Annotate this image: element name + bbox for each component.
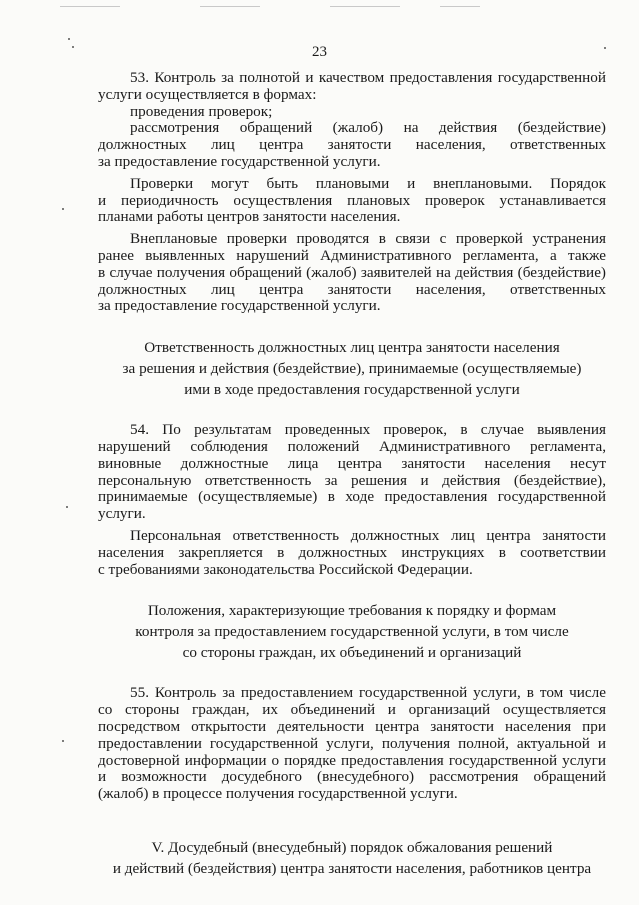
text-line: 53. Контроль за полнотой и качеством предоставления государственной	[130, 70, 606, 86]
text-line: Внеплановые проверки проводятся в связи с проверкой устранения	[130, 231, 606, 248]
heading-provisions	[98, 600, 606, 663]
text-line: должностных лиц центра занятости населения, ответственных	[98, 137, 606, 154]
scan-artifact	[200, 6, 260, 7]
scan-speck	[66, 506, 68, 508]
paragraph-54	[98, 422, 606, 523]
text-line: персональную ответственность за решения и действия (бездействие),	[98, 472, 606, 489]
text-line: Персональная ответственность должностных лиц центра занятости	[130, 527, 606, 544]
text-line: и периодичность осуществления плановых проверок устанавливается	[98, 192, 606, 209]
text-line: ранее выявленных нарушений Административного регламента, а также	[98, 247, 606, 264]
paragraph-53	[98, 70, 606, 171]
text-line: и возможности досудебного (внесудебного) рассмотрения обращений	[98, 769, 606, 786]
heading-line: ими в ходе предоставления государственной услуги	[184, 381, 520, 399]
text-line: виновные должностные лица центра занятости населения несут	[98, 455, 606, 472]
paragraph-personal-responsibility	[98, 528, 606, 578]
heading-line: V. Досудебный (внесудебный) порядок обжалования решений	[151, 838, 553, 856]
text-line: Проверки могут быть плановыми и внеплановыми. Порядок	[130, 175, 606, 192]
text-line: нарушений соблюдения положений Административного регламента,	[98, 438, 606, 455]
text-line: услуги.	[98, 505, 146, 523]
scan-speck	[68, 38, 70, 40]
text-line: за предоставление государственной услуги.	[98, 152, 381, 170]
heading-line: Ответственность должностных лиц центра занятости населения	[144, 339, 560, 357]
scan-speck	[62, 208, 64, 210]
text-line: рассмотрения обращений (жалоб) на действия (бездействие)	[130, 120, 606, 137]
heading-line: и действий (бездействия) центра занятости населения, работников центра	[112, 859, 592, 877]
text-line: с требованиями законодательства Российской Федерации.	[98, 560, 473, 578]
text-line: предоставлении государственной услуги, получения полной, актуальной и	[98, 735, 606, 752]
text-line: 54. По результатам проведенных проверок, в случае выявления	[130, 422, 606, 439]
paragraph-checks	[98, 176, 606, 226]
page-number: 23	[312, 44, 327, 60]
text-line: со стороны граждан, их объединений и организаций осуществляется	[98, 702, 606, 719]
text-line: достоверной информации о порядке предоставления государственной услуги	[98, 752, 606, 769]
text-line: населения закрепляется в должностных инструкциях в соответствии	[98, 544, 606, 561]
heading-section-5	[98, 837, 606, 879]
scan-artifact	[440, 6, 480, 7]
text-line: за предоставление государственной услуги.	[98, 297, 381, 315]
paragraph-unplanned-checks	[98, 231, 606, 315]
scan-speck	[62, 740, 64, 742]
text-line: услуги осуществляется в формах:	[98, 85, 317, 103]
paragraph-55	[98, 685, 606, 803]
text-line: должностных лиц центра занятости населения, ответственных	[98, 281, 606, 298]
heading-line: Положения, характеризующие требования к порядку и формам	[147, 602, 557, 620]
scan-artifact	[60, 6, 120, 7]
scan-artifact	[330, 6, 400, 7]
text-line: в случае получения обращений (жалоб) заявителей на действия (бездействие)	[98, 264, 606, 281]
heading-line: контроля за предоставлением государственной услуги, в том числе	[135, 623, 569, 641]
heading-line: за решения и действия (бездействие), принимаемые (осуществляемые)	[122, 360, 582, 378]
text-line: 55. Контроль за предоставлением государственной услуги, в том числе	[130, 685, 606, 702]
text-line: планами работы центров занятости населения.	[98, 208, 401, 226]
heading-responsibility	[98, 337, 606, 400]
text-line: принимаемые (осуществляемые) в ходе предоставления государственной	[98, 489, 606, 506]
heading-line: со стороны граждан, их объединений и организаций	[182, 644, 522, 662]
text-line: проведения проверок;	[130, 102, 273, 120]
document-body	[98, 70, 606, 879]
text-line: (жалоб) в процессе получения государственной услуги.	[98, 785, 458, 803]
text-line: посредством открытости деятельности центра занятости населения при	[98, 718, 606, 735]
